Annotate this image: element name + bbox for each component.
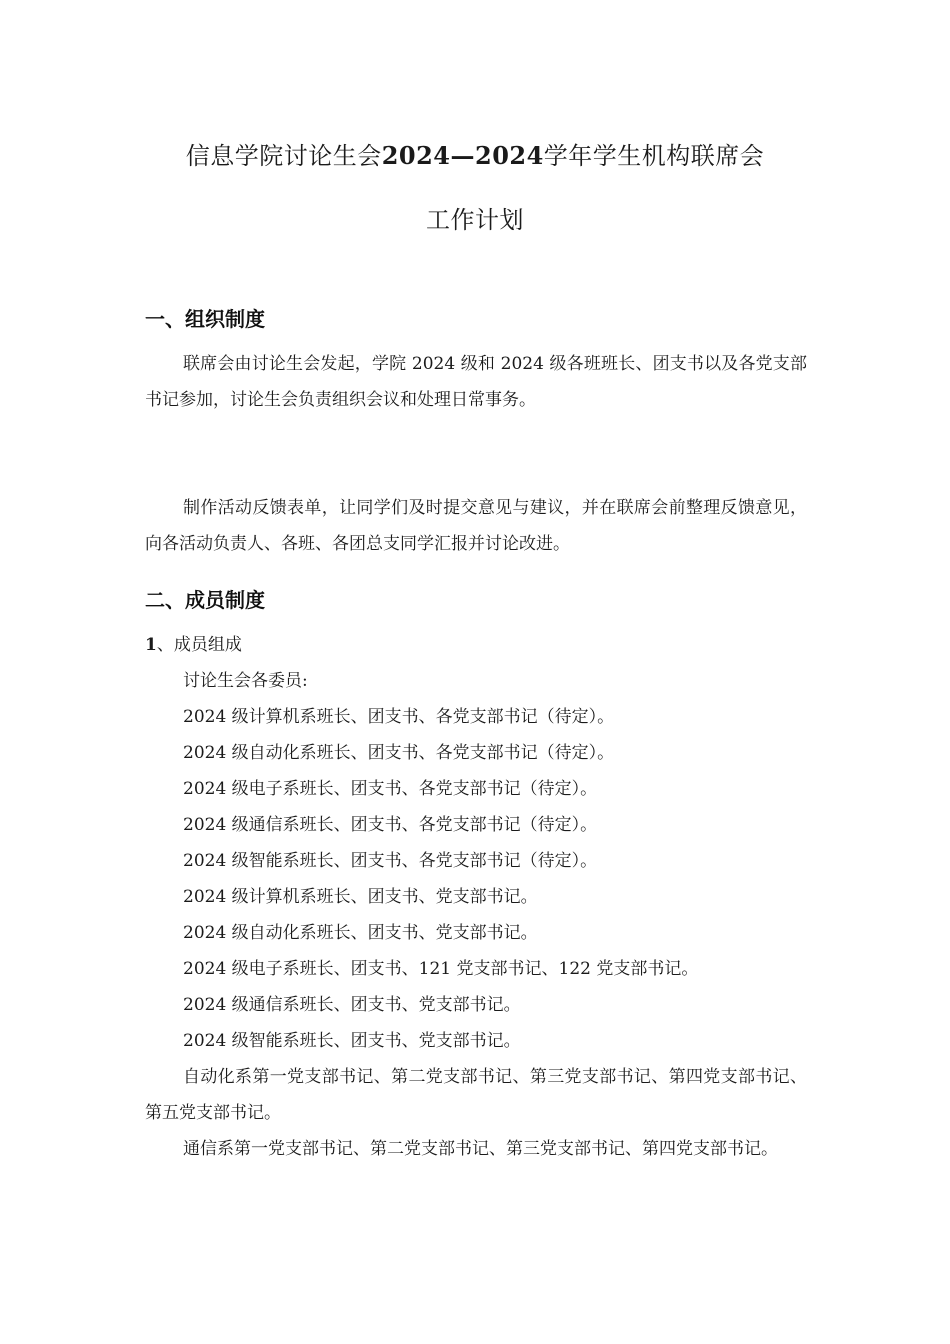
paragraph-communication-party-branches: 通信系第一党支部书记、第二党支部书记、第三党支部书记、第四党支部书记。 xyxy=(183,1139,778,1159)
member-list-item: 2024 级自动化系班长、团支书、党支部书记。 xyxy=(183,923,538,943)
paragraph-automation-party-branches: 自动化系第一党支部书记、第二党支部书记、第三党支部书记、第四党支部书记、第五党支部书记。 xyxy=(145,1067,807,1123)
subheading-member-composition xyxy=(145,627,242,663)
member-list-item: 2024 级计算机系班长、团支书、党支部书记。 xyxy=(183,887,538,907)
subheading-text: 、成员组成 xyxy=(156,635,242,655)
document-title-line-2: 工作计划 xyxy=(426,206,524,234)
member-list-item: 2024 级电子系班长、团支书、121 党支部书记、122 党支部书记。 xyxy=(183,959,699,979)
title-year-range: 2024—2024 xyxy=(381,141,544,170)
section-heading-members: 二、成员制度 xyxy=(145,588,265,612)
member-list-item: 2024 级自动化系班长、团支书、各党支部书记（待定）。 xyxy=(183,743,615,763)
member-list-item: 2024 级通信系班长、团支书、各党支部书记（待定）。 xyxy=(183,815,598,835)
member-list-item: 2024 级智能系班长、团支书、各党支部书记（待定）。 xyxy=(183,851,598,871)
member-list-item: 2024 级计算机系班长、团支书、各党支部书记（待定）。 xyxy=(183,707,615,727)
member-list-item: 讨论生会各委员: xyxy=(183,671,308,691)
document-title-line-1 xyxy=(0,136,950,171)
paragraph-feedback: 制作活动反馈表单，让同学们及时提交意见与建议，并在联席会前整理反馈意见，向各活动负责人、各班、各团总支同学汇报并讨论改进。 xyxy=(145,498,807,554)
section-heading-organization: 一、组织制度 xyxy=(145,307,265,331)
paragraph-organization: 联席会由讨论生会发起，学院 2024 级和 2024 级各班班长、团支书以及各党支部书记参加，讨论生会负责组织会议和处理日常事务。 xyxy=(145,354,807,410)
subheading-number: 1 xyxy=(145,635,157,655)
title-suffix: 学年学生机构联席会 xyxy=(543,142,765,170)
member-list-item: 2024 级通信系班长、团支书、党支部书记。 xyxy=(183,995,521,1015)
member-list-item: 2024 级电子系班长、团支书、各党支部书记（待定）。 xyxy=(183,779,598,799)
member-list-item: 2024 级智能系班长、团支书、党支部书记。 xyxy=(183,1031,521,1051)
title-prefix: 信息学院讨论生会 xyxy=(185,142,382,170)
